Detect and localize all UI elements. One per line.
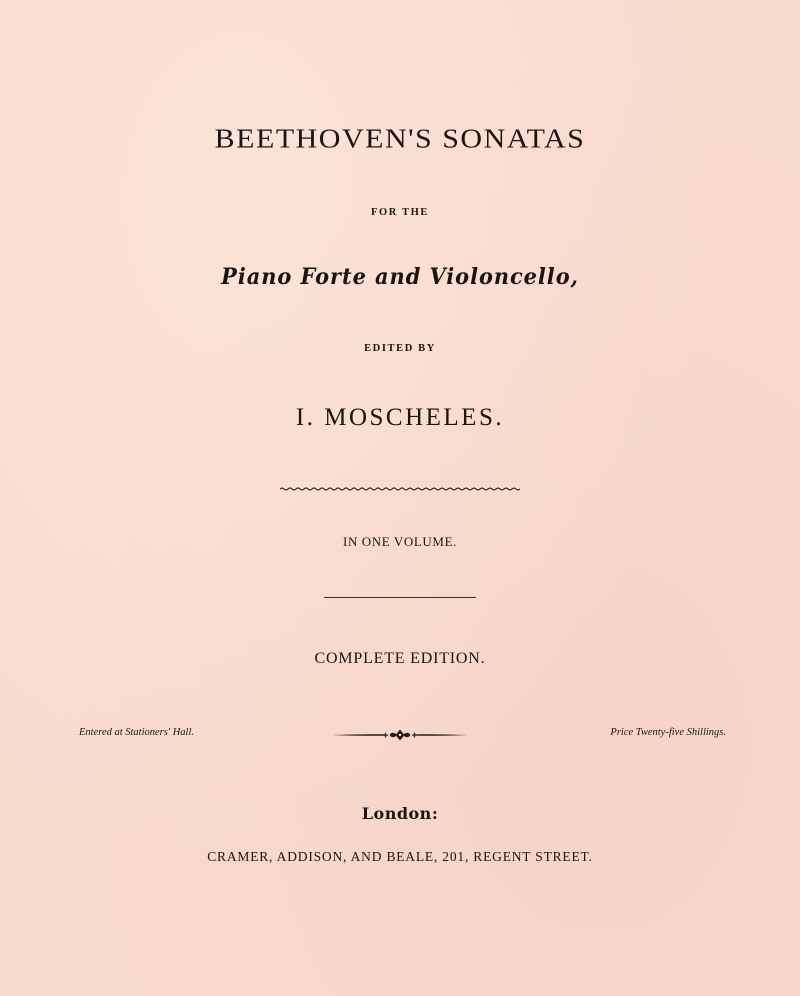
for-the-text: FOR THE [371, 207, 429, 218]
wavy-rule [280, 486, 520, 492]
price-note: Price Twenty-five Shillings. [610, 727, 726, 738]
fleuron-rule-icon [330, 726, 470, 744]
volume-text: IN ONE VOLUME. [343, 534, 457, 549]
publisher-imprint: CRAMER, ADDISON, AND BEALE, 201, REGENT STREET. [207, 849, 593, 864]
thin-rule [324, 597, 476, 598]
editor-name: I. MOSCHELES. [295, 404, 505, 431]
instruments-subtitle: Piano Forte and Violoncello, [221, 264, 579, 290]
city-heading: London: [361, 804, 439, 823]
edited-by-text: EDITED BY [364, 343, 436, 354]
registration-note: Entered at Stationers' Hall. [79, 727, 195, 738]
edition-text: COMPLETE EDITION. [314, 650, 486, 667]
book-title: BEETHOVEN'S SONATAS [214, 123, 586, 154]
